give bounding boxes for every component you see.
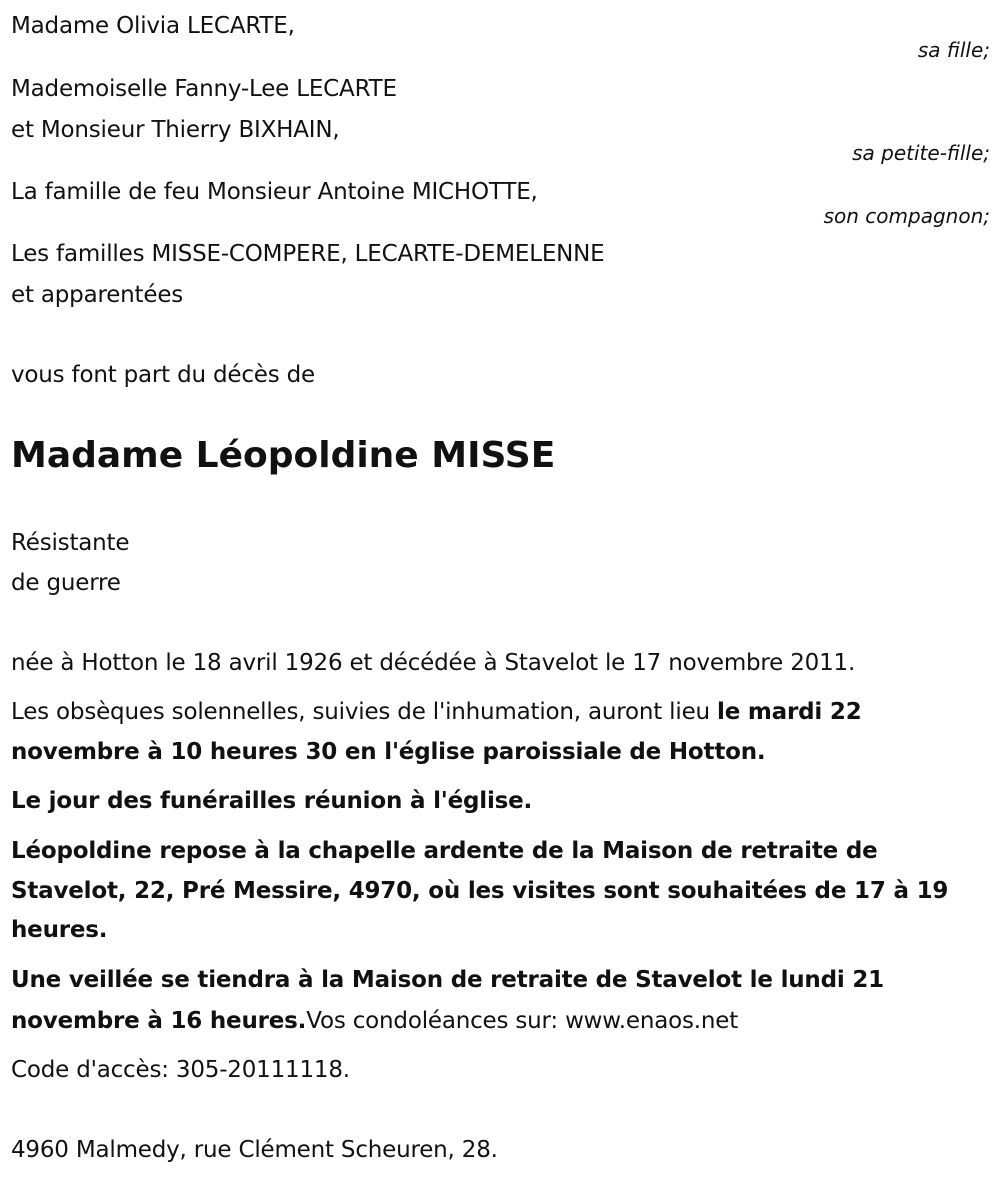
- relation-daughter: sa fille;: [917, 38, 990, 62]
- funeral-time-place: novembre à 10 heures 30 en l'église paroissiale de Hotton.: [11, 739, 766, 765]
- condolences-link[interactable]: Vos condoléances sur: www.enaos.net: [306, 1008, 739, 1034]
- relation-companion: son compagnon;: [823, 204, 990, 228]
- funeral-date: le mardi 22: [717, 699, 862, 725]
- viewing-line1: [11, 837, 878, 865]
- address: 4960 Malmedy, rue Clément Scheuren, 28.: [11, 1137, 498, 1163]
- funeral-intro: Les obsèques solennelles, suivies de l'inhumation, auront lieu: [11, 699, 718, 725]
- viewing-bold-2: Stavelot, 22, Pré Messire, 4970, où les visites sont souhaitées de 17 à 19: [11, 878, 949, 904]
- viewing-bold-1: Léopoldine repose à la chapelle ardente de la Maison de retraite de: [11, 838, 878, 864]
- deceased-name: Madame Léopoldine MISSE: [11, 435, 556, 476]
- wake-line1: [11, 966, 884, 994]
- wake-bold-2: novembre à 16 heures.: [11, 1008, 307, 1034]
- access-code: Code d'accès: 305-20111118.: [11, 1057, 350, 1083]
- mourner-michotte-family: La famille de feu Monsieur Antoine MICHOTTE,: [11, 179, 538, 205]
- mourner-related: et apparentées: [11, 282, 184, 308]
- announcement-text: vous font part du décès de: [11, 362, 315, 388]
- viewing-bold-3: heures.: [11, 917, 108, 943]
- deceased-title-line2: de guerre: [11, 570, 121, 596]
- funeral-line1: [11, 698, 862, 726]
- mourner-families: Les familles MISSE-COMPERE, LECARTE-DEMELENNE: [11, 241, 605, 267]
- viewing-line2: [11, 877, 948, 905]
- wake-bold-1: Une veillée se tiendra à la Maison de retraite de Stavelot le lundi 21: [11, 967, 884, 993]
- viewing-line3: [11, 916, 107, 944]
- mourner-olivia: Madame Olivia LECARTE,: [11, 13, 295, 39]
- birth-death-text: née à Hotton le 18 avril 1926 et décédée à Stavelot le 17 novembre 2011.: [11, 650, 856, 676]
- mourner-fanny-lee: Mademoiselle Fanny-Lee LECARTE: [11, 76, 397, 102]
- relation-granddaughter: sa petite-fille;: [852, 141, 990, 165]
- mourner-thierry: et Monsieur Thierry BIXHAIN,: [11, 117, 340, 143]
- gathering-bold: Le jour des funérailles réunion à l'église.: [11, 788, 533, 814]
- wake-line2: [11, 1007, 738, 1035]
- funeral-line2: [11, 738, 765, 766]
- gathering-text: [11, 787, 532, 815]
- deceased-title-line1: Résistante: [11, 530, 130, 556]
